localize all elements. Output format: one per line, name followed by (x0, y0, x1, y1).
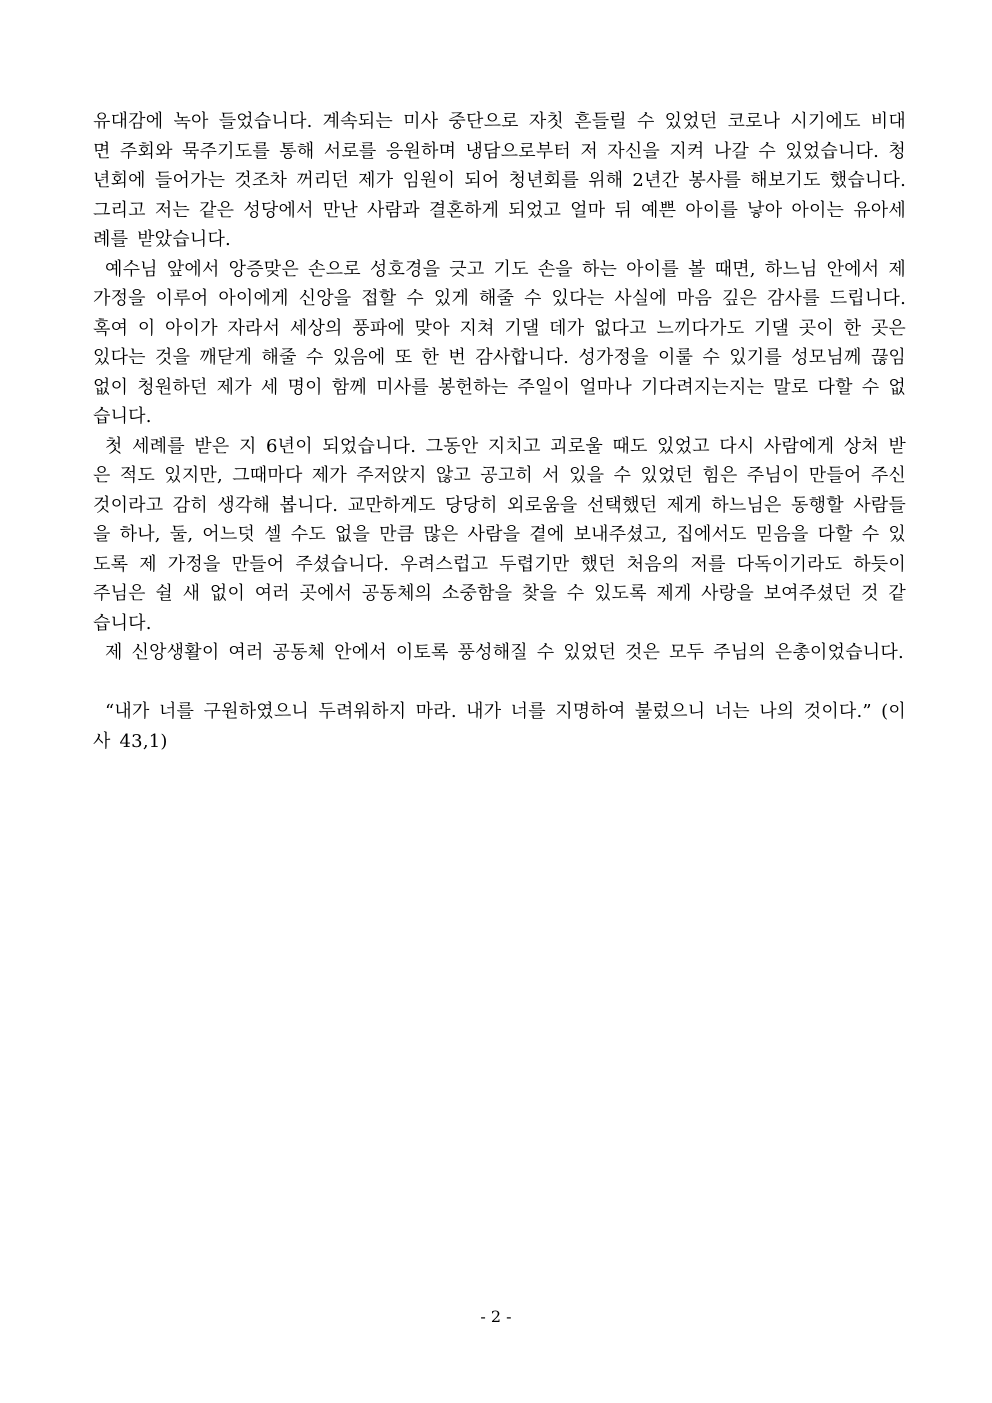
body-paragraph: 제 신앙생활이 여러 공동체 안에서 이토록 풍성해질 수 있었던 것은 모두 주님의 은총이었습니다. (105, 642, 904, 663)
page-number: - 2 - (480, 1307, 512, 1326)
page-body (93, 107, 906, 756)
scripture-quote-paragraph: “내가 너를 구원하였으니 두려워하지 마라. 내가 너를 지명하여 불렀으니 너는 나의 것이다.” (이사 43,1) (93, 701, 906, 752)
body-paragraph: 유대감에 녹아 들었습니다. 계속되는 미사 중단으로 자칫 흔들릴 수 있었던 코로나 시기에도 비대면 주회와 묵주기도를 통해 서로를 응원하며 냉담으로부터 저 자신을 지켜 나갈 수 있었습니다. 청년회에 들어가는 것조차 꺼리던 제가 임원이 되어 청년회를 위해 2년간 봉사를 해보기도 했습니다. 그리고 저는 같은 성당에서 만난 사람과 결혼하게 되었고 얼마 뒤 예쁜 아이를 낳아 아이는 유아세례를 받았습니다. (93, 111, 906, 250)
body-paragraph: 첫 세례를 받은 지 6년이 되었습니다. 그동안 지치고 괴로울 때도 있었고 다시 사람에게 상처 받은 적도 있지만, 그때마다 제가 주저앉지 않고 공고히 서 있을 수 있었던 힘은 주님이 만들어 주신 것이라고 감히 생각해 봅니다. 교만하게도 당당히 외로움을 선택했던 제게 하느님은 동행할 사람들을 하나, 둘, 어느덧 셀 수도 없을 만큼 많은 사람을 곁에 보내주셨고, 집에서도 믿음을 다할 수 있도록 제 가정을 만들어 주셨습니다. 우려스럽고 두렵기만 했던 처음의 저를 다독이기라도 하듯이 주님은 쉴 새 없이 여러 곳에서 공동체의 소중함을 찾을 수 있도록 제게 사랑을 보여주셨던 것 같습니다. (93, 435, 906, 634)
body-paragraph: 예수님 앞에서 앙증맞은 손으로 성호경을 긋고 기도 손을 하는 아이를 볼 때면, 하느님 안에서 제 가정을 이루어 아이에게 신앙을 접할 수 있게 해줄 수 있다는 사실에 마음 깊은 감사를 드립니다. 혹여 이 아이가 자라서 세상의 풍파에 맞아 지쳐 기댈 데가 없다고 느끼다가도 기댈 곳이 한 곳은 있다는 것을 깨닫게 해줄 수 있음에 또 한 번 감사합니다. 성가정을 이룰 수 있기를 성모님께 끊임없이 청원하던 제가 세 명이 함께 미사를 봉헌하는 주일이 얼마나 기다려지는지는 말로 다할 수 없습니다. (93, 258, 906, 427)
